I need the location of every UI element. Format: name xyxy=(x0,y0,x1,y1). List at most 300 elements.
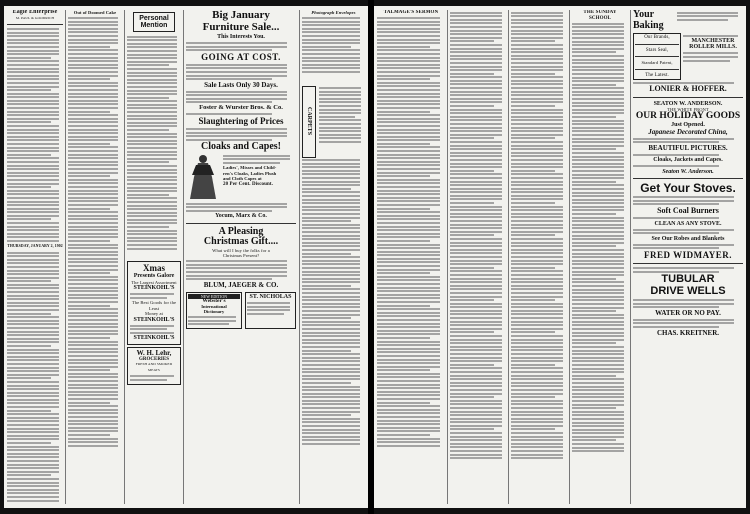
text-line xyxy=(7,438,59,440)
text-line xyxy=(68,197,118,199)
text-line xyxy=(450,313,502,315)
text-line xyxy=(7,334,59,336)
text-line xyxy=(511,324,563,326)
text-line xyxy=(572,26,624,28)
text-line xyxy=(377,315,440,317)
text-line xyxy=(68,93,118,95)
text-line xyxy=(377,276,440,278)
text-line xyxy=(302,166,360,168)
text-line xyxy=(572,404,624,406)
text-line xyxy=(302,235,360,237)
text-line xyxy=(302,227,360,229)
webster-edition: NEW EDITION xyxy=(188,294,240,299)
text-line xyxy=(68,384,118,386)
text-line xyxy=(68,132,118,134)
text-line xyxy=(511,418,563,420)
text-line xyxy=(302,314,360,316)
text-line xyxy=(68,287,118,289)
text-line xyxy=(377,420,440,422)
text-line xyxy=(68,182,118,184)
text-line xyxy=(127,172,177,174)
text-line xyxy=(450,324,502,326)
text-line xyxy=(7,309,59,311)
left-column-3 xyxy=(127,10,181,504)
text-line xyxy=(68,67,118,69)
text-line xyxy=(572,130,624,132)
text-line xyxy=(319,98,361,100)
text-line xyxy=(68,31,118,33)
brands-box xyxy=(633,33,681,80)
text-line xyxy=(7,226,59,228)
text-line xyxy=(7,96,59,98)
text-line xyxy=(68,269,118,271)
text-line xyxy=(572,439,616,441)
text-line xyxy=(511,145,563,147)
text-line xyxy=(511,76,563,78)
text-line xyxy=(7,136,59,138)
text-line xyxy=(377,287,440,289)
text-line xyxy=(68,333,118,335)
furniture-title: Big January xyxy=(212,10,270,21)
text-line xyxy=(68,348,118,350)
text-line xyxy=(572,353,624,355)
text-line xyxy=(127,97,169,99)
text-line xyxy=(127,61,177,63)
text-line xyxy=(511,439,563,441)
text-line xyxy=(7,175,59,177)
text-line xyxy=(511,163,563,165)
text-line xyxy=(572,184,624,186)
text-line xyxy=(450,288,502,290)
text-line xyxy=(377,290,440,292)
text-line xyxy=(377,416,440,418)
text-line xyxy=(68,146,118,148)
text-line xyxy=(7,345,51,347)
text-line xyxy=(377,261,440,263)
text-line xyxy=(450,439,502,441)
text-line xyxy=(511,112,563,114)
text-line xyxy=(450,141,502,143)
text-line xyxy=(302,303,360,305)
text-line xyxy=(302,317,351,319)
text-line xyxy=(572,335,624,337)
text-line xyxy=(377,125,440,127)
text-line xyxy=(450,80,502,82)
text-line xyxy=(450,109,502,111)
text-line xyxy=(511,44,563,46)
text-line xyxy=(450,137,494,139)
furniture-title-2: Furniture Sale... xyxy=(202,20,280,33)
text-line xyxy=(377,337,430,339)
text-line xyxy=(127,169,177,171)
text-line xyxy=(319,130,361,132)
text-line xyxy=(7,485,59,487)
text-line xyxy=(450,134,502,136)
text-line xyxy=(68,366,118,368)
text-line xyxy=(68,111,110,113)
text-line xyxy=(450,66,502,68)
text-line xyxy=(572,418,624,420)
text-line xyxy=(511,454,563,456)
text-line xyxy=(511,396,555,398)
text-line xyxy=(377,441,440,443)
st-nicholas-ad xyxy=(245,292,296,329)
text-line xyxy=(68,337,110,339)
text-line xyxy=(377,244,440,246)
text-line xyxy=(572,389,624,391)
text-line xyxy=(7,417,59,419)
text-line xyxy=(450,87,502,89)
text-line xyxy=(511,285,563,287)
text-line xyxy=(511,231,563,233)
text-line xyxy=(450,213,502,215)
text-line xyxy=(7,172,59,174)
text-line xyxy=(450,202,494,204)
text-line xyxy=(68,136,118,138)
text-line xyxy=(572,188,624,190)
text-line xyxy=(572,393,624,395)
text-line xyxy=(511,48,563,50)
text-line xyxy=(68,186,118,188)
text-line xyxy=(302,271,360,273)
text-line xyxy=(377,42,440,44)
text-line xyxy=(68,315,118,317)
text-line xyxy=(377,57,440,59)
stoves-title: Get Your Stoves. xyxy=(640,181,736,196)
text-line xyxy=(302,389,360,391)
text-line xyxy=(68,17,118,19)
lehr-name: W. H. Lehr, xyxy=(136,348,172,357)
text-line xyxy=(7,186,51,188)
text-line xyxy=(302,256,360,258)
xmas-line2: The Best Goods for the Least xyxy=(131,300,177,311)
text-line xyxy=(377,39,440,41)
text-line xyxy=(127,82,177,84)
text-line xyxy=(377,344,440,346)
text-line xyxy=(127,240,177,242)
text-line xyxy=(377,89,440,91)
text-line xyxy=(377,384,440,386)
text-line xyxy=(511,371,563,373)
text-line xyxy=(572,432,624,434)
text-line xyxy=(572,170,624,172)
text-line xyxy=(68,251,118,253)
text-line xyxy=(511,141,563,143)
text-line xyxy=(127,165,177,167)
text-line xyxy=(68,247,118,249)
text-line xyxy=(572,120,624,122)
text-line xyxy=(68,351,118,353)
text-line xyxy=(302,421,360,423)
xmas-store3: STEINKOHL'S xyxy=(133,335,175,342)
text-line xyxy=(450,396,494,398)
text-line xyxy=(377,341,440,343)
text-line xyxy=(377,121,440,123)
text-line xyxy=(377,366,440,368)
text-line xyxy=(302,35,360,37)
text-line xyxy=(377,103,440,105)
text-line xyxy=(302,429,360,431)
text-line xyxy=(511,353,563,355)
text-line xyxy=(450,342,502,344)
st-nicholas-title: ST. NICHOLAS xyxy=(249,294,292,301)
text-line xyxy=(450,83,502,85)
text-line xyxy=(68,441,118,443)
cloaks-sub3: and Cloth Capes at xyxy=(223,176,262,182)
text-line xyxy=(7,39,59,41)
text-line xyxy=(302,281,360,283)
text-line xyxy=(7,233,59,235)
text-line xyxy=(7,154,51,156)
text-line xyxy=(572,235,624,237)
text-line xyxy=(7,165,59,167)
text-line xyxy=(68,193,118,195)
text-line xyxy=(377,412,440,414)
text-line xyxy=(7,500,59,502)
text-line xyxy=(377,114,440,116)
text-line xyxy=(450,285,502,287)
text-line xyxy=(7,71,59,73)
text-line xyxy=(7,489,59,491)
text-line xyxy=(511,181,563,183)
text-line xyxy=(377,190,440,192)
text-line xyxy=(450,364,494,366)
text-line xyxy=(68,265,118,267)
text-line xyxy=(511,328,563,330)
text-line xyxy=(302,253,351,255)
text-line xyxy=(127,237,177,239)
text-line xyxy=(511,389,563,391)
text-line xyxy=(302,368,360,370)
text-line xyxy=(302,411,360,413)
text-line xyxy=(450,216,502,218)
text-line xyxy=(377,17,440,19)
text-line xyxy=(7,273,59,275)
text-line xyxy=(572,227,624,229)
text-line xyxy=(68,369,110,371)
text-line xyxy=(127,190,177,192)
water-or-no-pay: WATER OR NO PAY. xyxy=(655,308,721,317)
text-line xyxy=(572,224,624,226)
text-line xyxy=(68,301,118,303)
christmas-sub2: Christmas Present? xyxy=(222,253,260,259)
baking-title2: Baking xyxy=(633,19,664,31)
text-line xyxy=(450,446,502,448)
text-line xyxy=(319,137,361,139)
text-line xyxy=(68,394,118,396)
text-line xyxy=(511,123,563,125)
woman-figure-illustration xyxy=(186,153,220,201)
text-line xyxy=(377,172,440,174)
text-line xyxy=(7,57,51,59)
text-line xyxy=(572,368,624,370)
text-line xyxy=(302,414,351,416)
text-line xyxy=(450,224,502,226)
mention-title: Mention xyxy=(140,22,168,29)
text-line xyxy=(511,105,555,107)
text-line xyxy=(450,421,502,423)
right-newspaper-page xyxy=(374,6,746,508)
text-line xyxy=(7,229,59,231)
talmage-text-c xyxy=(511,12,567,460)
column-rule xyxy=(183,10,184,504)
text-line xyxy=(377,143,430,145)
text-line xyxy=(302,195,360,197)
text-line xyxy=(572,80,624,82)
text-line xyxy=(572,249,624,251)
text-line xyxy=(377,146,440,148)
text-line xyxy=(7,287,59,289)
text-line xyxy=(127,222,177,224)
text-line xyxy=(450,263,502,265)
text-line xyxy=(68,103,118,105)
text-line xyxy=(511,385,563,387)
text-line xyxy=(68,423,118,425)
xmas-line3: Money at xyxy=(145,311,163,317)
text-line xyxy=(7,453,59,455)
text-line xyxy=(127,161,169,163)
text-line xyxy=(572,328,624,330)
text-line xyxy=(450,130,502,132)
text-line xyxy=(68,107,118,109)
text-line xyxy=(377,265,440,267)
text-line xyxy=(7,78,59,80)
text-line xyxy=(572,242,624,244)
text-line xyxy=(450,450,502,452)
text-line xyxy=(68,21,118,23)
text-line xyxy=(127,136,177,138)
text-line xyxy=(68,244,118,246)
text-line xyxy=(127,36,177,38)
text-line xyxy=(7,150,59,152)
text-line xyxy=(572,159,624,161)
text-line xyxy=(68,283,118,285)
text-line xyxy=(511,367,563,369)
text-line xyxy=(511,30,563,32)
text-line xyxy=(511,213,563,215)
text-line xyxy=(302,64,360,66)
text-line xyxy=(450,389,502,391)
lehr-ad xyxy=(127,347,181,385)
text-line xyxy=(450,299,494,301)
text-line xyxy=(377,186,440,188)
text-line xyxy=(302,321,360,323)
text-line xyxy=(511,130,563,132)
text-line xyxy=(302,335,360,337)
text-line xyxy=(127,233,177,235)
text-line xyxy=(450,346,502,348)
text-line xyxy=(302,67,360,69)
text-line xyxy=(511,58,563,60)
text-line xyxy=(7,359,59,361)
text-line xyxy=(302,292,360,294)
text-line xyxy=(7,446,59,448)
text-line xyxy=(7,410,51,412)
text-line xyxy=(450,432,502,434)
xmas-store1: STEINKOHL'S xyxy=(133,285,175,292)
text-line xyxy=(127,212,177,214)
text-line xyxy=(572,174,624,176)
anderson-name: SEATON W. ANDERSON. xyxy=(653,100,723,107)
text-line xyxy=(68,279,118,281)
text-line xyxy=(511,331,555,333)
text-line xyxy=(450,353,502,355)
text-line xyxy=(450,76,502,78)
xmas-title: Xmas xyxy=(143,263,165,273)
left-column-2 xyxy=(68,10,122,504)
text-line xyxy=(127,194,169,196)
text-line xyxy=(450,454,502,456)
text-line xyxy=(7,323,59,325)
text-line xyxy=(377,96,440,98)
text-line xyxy=(127,93,177,95)
text-line xyxy=(377,28,440,30)
holiday-goods: OUR HOLIDAY GOODS xyxy=(635,111,741,122)
left-newspaper-page xyxy=(4,6,368,508)
text-line xyxy=(68,312,118,314)
text-line xyxy=(450,170,494,172)
text-line xyxy=(450,385,502,387)
text-line xyxy=(450,403,502,405)
text-line xyxy=(127,57,177,59)
column-rule xyxy=(630,10,631,504)
text-line xyxy=(7,208,59,210)
text-line xyxy=(7,327,59,329)
furniture-sub: This Interests You. xyxy=(217,34,265,41)
text-line xyxy=(450,335,502,337)
text-line xyxy=(450,367,502,369)
text-line xyxy=(450,281,502,283)
text-line xyxy=(450,26,502,28)
column-rule xyxy=(65,10,66,504)
text-line xyxy=(68,319,118,321)
text-line xyxy=(302,328,360,330)
text-line xyxy=(450,94,502,96)
text-line xyxy=(302,220,351,222)
text-line xyxy=(377,326,440,328)
photo-title: Photograph Envelopes xyxy=(311,10,356,15)
text-line xyxy=(511,407,563,409)
text-line xyxy=(572,278,616,280)
text-line xyxy=(572,217,624,219)
text-line xyxy=(127,43,177,45)
text-line xyxy=(450,339,502,341)
text-line xyxy=(511,177,563,179)
text-line xyxy=(450,321,502,323)
text-line xyxy=(511,281,563,283)
text-line xyxy=(511,378,563,380)
text-line xyxy=(572,429,624,431)
text-line xyxy=(572,256,624,258)
text-line xyxy=(68,57,118,59)
text-line xyxy=(511,346,563,348)
tubular: TUBULAR xyxy=(661,273,715,286)
text-line xyxy=(302,213,360,215)
text-line xyxy=(377,359,440,361)
text-line xyxy=(511,127,563,129)
text-line xyxy=(377,129,440,131)
text-line xyxy=(7,435,59,437)
christmas-title-2: Christmas Gift.... xyxy=(203,236,279,248)
text-line xyxy=(377,376,440,378)
text-line xyxy=(511,198,563,200)
text-line xyxy=(68,261,118,263)
text-line xyxy=(572,156,624,158)
text-line xyxy=(450,303,502,305)
text-line xyxy=(450,69,502,71)
text-line xyxy=(511,335,563,337)
text-line xyxy=(450,206,502,208)
